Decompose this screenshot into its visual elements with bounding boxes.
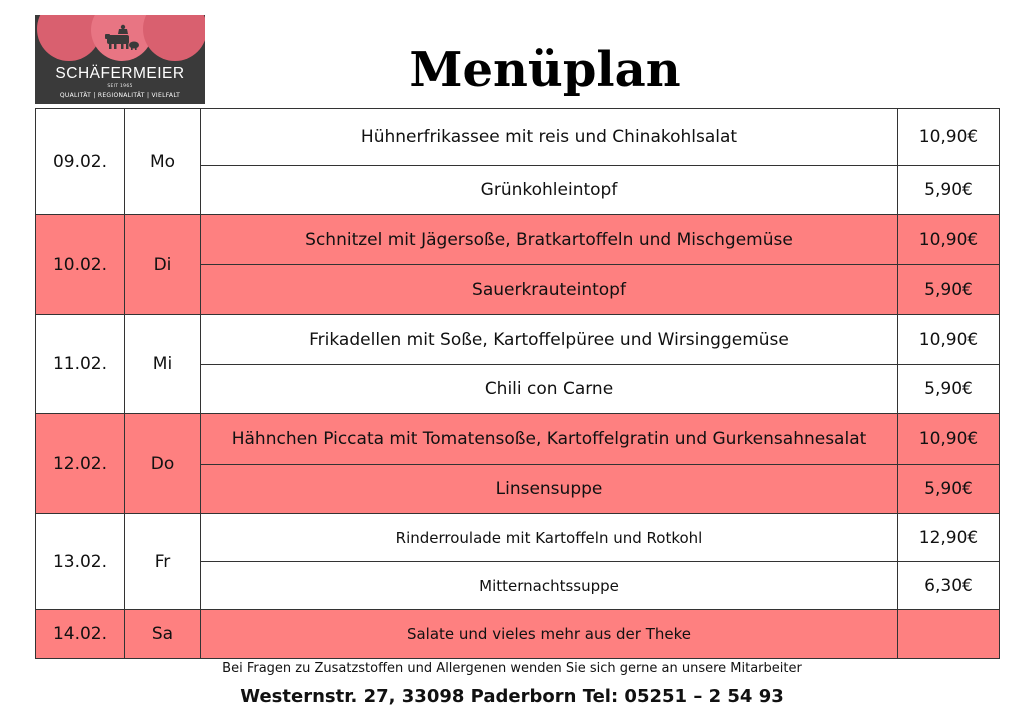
weekday-cell: Mo [125,109,201,215]
date-cell: 13.02. [36,514,125,610]
weekday-cell: Sa [125,610,201,659]
menu-row [36,414,1000,465]
price-cell: 5,90€ [898,265,1000,315]
meal-cell: Sauerkrauteintopf [201,265,898,315]
price-cell: 5,90€ [898,465,1000,514]
weekday-cell: Mi [125,315,201,414]
date-cell: 10.02. [36,215,125,315]
meal-cell: Hühnerfrikassee mit reis und Chinakohlsalat [201,109,898,166]
weekday-cell: Di [125,215,201,315]
meal-cell: Grünkohleintopf [201,166,898,215]
price-cell: 6,30€ [898,562,1000,610]
menu-row [36,109,1000,166]
logo-circle-right [143,15,205,61]
meal-cell: Hähnchen Piccata mit Tomatensoße, Kartoffelgratin und Gurkensahnesalat [201,414,898,465]
menu-row [36,514,1000,562]
date-cell: 09.02. [36,109,125,215]
weekday-cell: Do [125,414,201,514]
meal-cell: Mitternachtssuppe [201,562,898,610]
meal-cell: Rinderroulade mit Kartoffeln und Rotkohl [201,514,898,562]
price-cell: 10,90€ [898,414,1000,465]
date-cell: 11.02. [36,315,125,414]
weekday-cell: Fr [125,514,201,610]
meal-cell: Salate und vieles mehr aus der Theke [201,610,898,659]
meal-cell: Linsensuppe [201,465,898,514]
logo-since: SEIT 1965 [107,84,133,89]
menu-table [35,108,1000,659]
date-cell: 14.02. [36,610,125,659]
meal-cell: Frikadellen mit Soße, Kartoffelpüree und Wirsinggemüse [201,315,898,365]
menu-row [36,215,1000,265]
animals-icon [103,23,139,53]
meal-cell: Chili con Carne [201,365,898,414]
price-cell: 5,90€ [898,166,1000,215]
address-line: Westernstr. 27, 33098 Paderborn Tel: 05251 – 2 54 93 [240,686,784,707]
page-title: Menüplan [409,42,681,98]
brand-logo [35,15,205,104]
logo-tagline: QUALITÄT | REGIONALITÄT | VIELFALT [59,92,181,99]
logo-name: SCHÄFERMEIER [55,65,185,82]
menu-row [36,315,1000,365]
price-cell: 12,90€ [898,514,1000,562]
price-cell [898,610,1000,659]
price-cell: 5,90€ [898,365,1000,414]
menu-row [36,610,1000,659]
price-cell: 10,90€ [898,315,1000,365]
meal-cell: Schnitzel mit Jägersoße, Bratkartoffeln und Mischgemüse [201,215,898,265]
allergen-note: Bei Fragen zu Zusatzstoffen und Allergenen wenden Sie sich gerne an unsere Mitarbeiter [222,661,802,676]
date-cell: 12.02. [36,414,125,514]
price-cell: 10,90€ [898,109,1000,166]
price-cell: 10,90€ [898,215,1000,265]
